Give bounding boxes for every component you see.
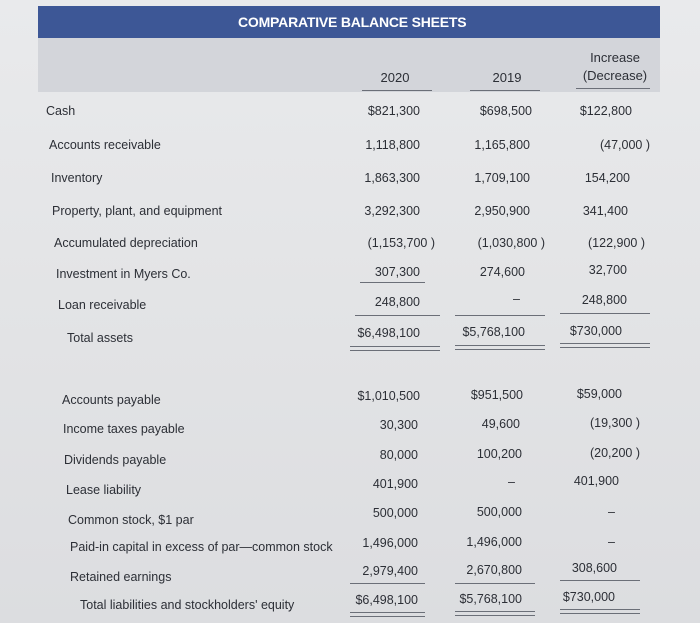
liab-label-common-stock: Common stock, $1 par bbox=[68, 513, 194, 527]
liab-2019-lease-liability: – bbox=[508, 475, 515, 489]
header-change-line2: (Decrease) bbox=[582, 68, 648, 83]
total-liab-2019-double-underline bbox=[455, 611, 535, 616]
asset-label-inventory: Inventory bbox=[51, 171, 103, 185]
retained-2020-underline bbox=[350, 583, 425, 584]
asset-label-investment-myers: Investment in Myers Co. bbox=[56, 267, 191, 281]
loan-change-underline bbox=[560, 313, 650, 314]
liab-2020-common-stock: 500,000 bbox=[372, 506, 418, 520]
asset-change-inventory: 154,200 bbox=[584, 171, 630, 185]
asset-2020-accounts-receivable: 1,118,800 bbox=[365, 138, 420, 152]
asset-2019-ppe: 2,950,900 bbox=[474, 204, 530, 218]
total-liab-2020-double-underline bbox=[350, 612, 425, 617]
header-2019: 2019 bbox=[492, 70, 522, 85]
asset-change-total-assets: $730,000 bbox=[569, 324, 622, 338]
asset-2019-total-assets: $5,768,100 bbox=[462, 325, 525, 339]
liab-2019-total: $5,768,100 bbox=[459, 592, 522, 606]
liab-2020-income-taxes-payable: 30,300 bbox=[379, 418, 418, 432]
asset-label-total-assets: Total assets bbox=[67, 331, 134, 345]
liab-label-dividends-payable: Dividends payable bbox=[64, 453, 167, 467]
asset-change-ppe: 341,400 bbox=[582, 204, 628, 218]
liab-label-accounts-payable: Accounts payable bbox=[62, 393, 161, 407]
liab-2019-paid-in-capital: 1,496,000 bbox=[466, 535, 522, 549]
liab-change-lease-liability: 401,900 bbox=[573, 474, 619, 488]
total-liab-change-double-underline bbox=[560, 609, 640, 614]
header-2019-underline bbox=[470, 90, 540, 91]
asset-2019-inventory: 1,709,100 bbox=[474, 171, 530, 185]
asset-label-cash: Cash bbox=[46, 104, 76, 118]
liab-label-retained-earnings: Retained earnings bbox=[70, 570, 172, 584]
liab-2019-retained-earnings: 2,670,800 bbox=[466, 563, 522, 577]
header-2020: 2020 bbox=[380, 70, 410, 85]
liab-change-total: $730,000 bbox=[562, 590, 615, 604]
total-assets-change-double-underline bbox=[560, 343, 650, 348]
asset-2019-accounts-receivable: 1,165,800 bbox=[474, 138, 530, 152]
asset-2019-cash: $698,500 bbox=[479, 104, 532, 118]
asset-2020-accumulated-depreciation: (1,153,700 ) bbox=[367, 236, 435, 250]
retained-change-underline bbox=[560, 580, 640, 581]
liab-2020-accounts-payable: $1,010,500 bbox=[357, 389, 420, 403]
liab-2020-lease-liability: 401,900 bbox=[372, 477, 418, 491]
total-assets-2019-double-underline bbox=[455, 345, 545, 350]
investment-2020-underline bbox=[360, 282, 425, 283]
liab-change-accounts-payable: $59,000 bbox=[576, 387, 622, 401]
liab-change-common-stock: – bbox=[608, 505, 615, 519]
asset-label-loan-receivable: Loan receivable bbox=[58, 298, 147, 312]
title-bar bbox=[38, 6, 660, 38]
asset-2020-total-assets: $6,498,100 bbox=[357, 326, 420, 340]
asset-change-accumulated-depreciation: (122,900 ) bbox=[588, 236, 645, 250]
liab-change-retained-earnings: 308,600 bbox=[571, 561, 617, 575]
asset-2019-accumulated-depreciation: (1,030,800 ) bbox=[477, 236, 545, 250]
liab-2020-total: $6,498,100 bbox=[355, 593, 418, 607]
liab-2019-common-stock: 500,000 bbox=[476, 505, 522, 519]
liab-change-income-taxes-payable: (19,300 ) bbox=[589, 416, 640, 430]
liab-change-dividends-payable: (20,200 ) bbox=[589, 446, 640, 460]
liab-2020-dividends-payable: 80,000 bbox=[379, 448, 418, 462]
header-change-line1: Increase bbox=[590, 50, 640, 65]
asset-label-ppe: Property, plant, and equipment bbox=[52, 204, 223, 218]
asset-2019-loan-receivable: – bbox=[513, 292, 520, 306]
retained-2019-underline bbox=[455, 583, 535, 584]
liab-2020-retained-earnings: 2,979,400 bbox=[362, 564, 418, 578]
asset-2020-ppe: 3,292,300 bbox=[364, 204, 420, 218]
total-assets-2020-double-underline bbox=[350, 346, 440, 351]
asset-2020-cash: $821,300 bbox=[367, 104, 420, 118]
loan-2020-underline bbox=[355, 315, 440, 316]
asset-change-accounts-receivable: (47,000 ) bbox=[599, 138, 650, 152]
asset-change-cash: $122,800 bbox=[579, 104, 632, 118]
liab-label-income-taxes-payable: Income taxes payable bbox=[63, 422, 185, 436]
liab-2020-paid-in-capital: 1,496,000 bbox=[362, 536, 418, 550]
asset-2019-investment-myers: 274,600 bbox=[479, 265, 525, 279]
liab-2019-accounts-payable: $951,500 bbox=[470, 388, 523, 402]
liab-label-total: Total liabilities and stockholders' equity bbox=[80, 598, 295, 612]
asset-change-investment-myers: 32,700 bbox=[588, 263, 627, 277]
liab-label-lease-liability: Lease liability bbox=[66, 483, 142, 497]
liab-2019-income-taxes-payable: 49,600 bbox=[481, 417, 520, 431]
asset-label-accumulated-depreciation: Accumulated depreciation bbox=[54, 236, 198, 250]
loan-2019-underline bbox=[455, 315, 545, 316]
asset-label-accounts-receivable: Accounts receivable bbox=[49, 138, 161, 152]
asset-2020-investment-myers: 307,300 bbox=[374, 265, 420, 279]
asset-change-loan-receivable: 248,800 bbox=[581, 293, 627, 307]
column-header-band bbox=[38, 38, 660, 92]
liab-label-paid-in-capital: Paid-in capital in excess of par—common stock bbox=[70, 540, 333, 554]
liab-change-paid-in-capital: – bbox=[608, 535, 615, 549]
header-change-underline bbox=[576, 88, 650, 89]
asset-2020-loan-receivable: 248,800 bbox=[374, 295, 420, 309]
page-title: COMPARATIVE BALANCE SHEETS bbox=[238, 14, 467, 30]
asset-2020-inventory: 1,863,300 bbox=[364, 171, 420, 185]
liab-2019-dividends-payable: 100,200 bbox=[476, 447, 522, 461]
header-2020-underline bbox=[362, 90, 432, 91]
